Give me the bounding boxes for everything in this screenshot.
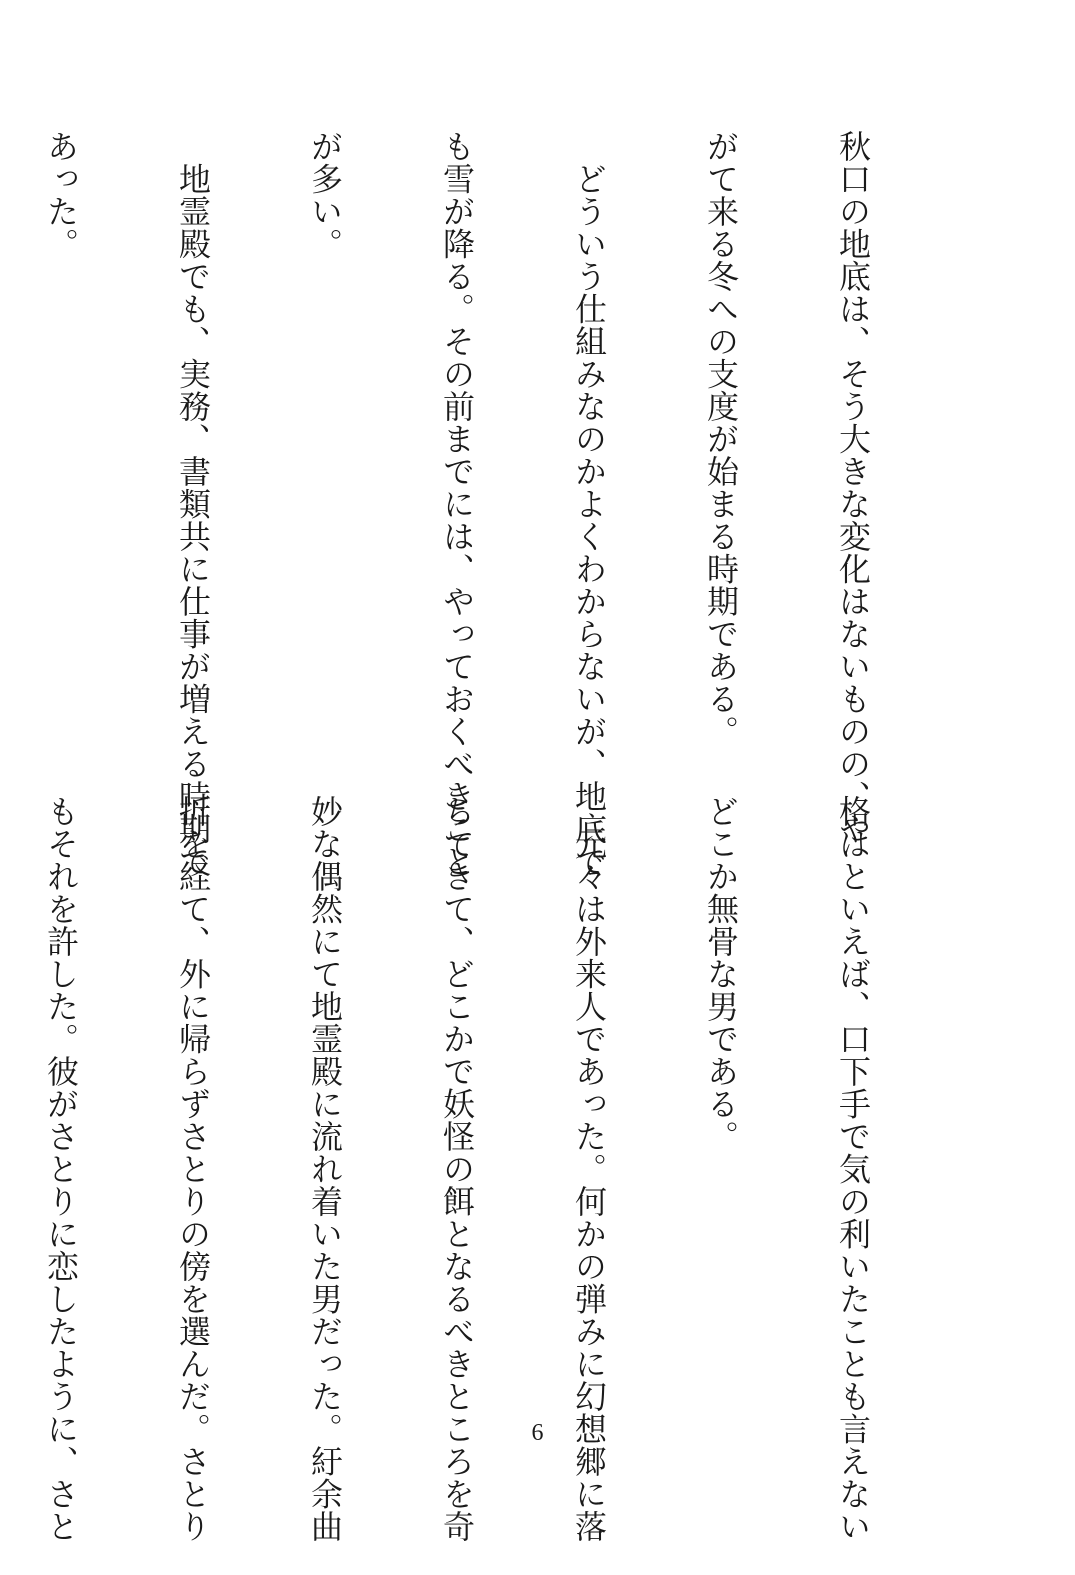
- page-number: 6: [531, 1420, 544, 1446]
- text-line: 地霊殿でも、実務、書類共に仕事が増える時期で: [174, 130, 212, 878]
- text-line: がて来る冬への支度が始まる時期である。: [702, 130, 740, 748]
- text-block-bottom: [0, 795, 963, 1543]
- text-line: 妙な偶然にて地霊殿に流れ着いた男だった。紆余曲: [306, 795, 344, 1543]
- text-line: あった。: [42, 130, 80, 260]
- text-line: 折を経て、外に帰らずさとりの傍を選んだ。さとり: [174, 795, 212, 1543]
- text-block-top: [0, 130, 963, 878]
- text-line: 秋口の地底は、そう大きな変化はないものの、や: [834, 130, 872, 845]
- text-line: が多い。: [306, 130, 344, 260]
- text-line: も雪が降る。その前までには、やっておくべきこと: [438, 130, 476, 878]
- text-line: どういう仕組みなのかよくわからないが、地底で: [570, 130, 608, 878]
- text-line: 元々は外来人であった。何かの弾みに幻想郷に落: [570, 795, 608, 1543]
- text-line: もそれを許した。彼がさとりに恋したように、さと: [42, 795, 80, 1543]
- text-line: どこか無骨な男である。: [702, 795, 740, 1153]
- text-line: 格はといえば、口下手で気の利いたことも言えない: [834, 795, 872, 1543]
- text-line: ちてきて、どこかで妖怪の餌となるべきところを奇: [438, 795, 476, 1543]
